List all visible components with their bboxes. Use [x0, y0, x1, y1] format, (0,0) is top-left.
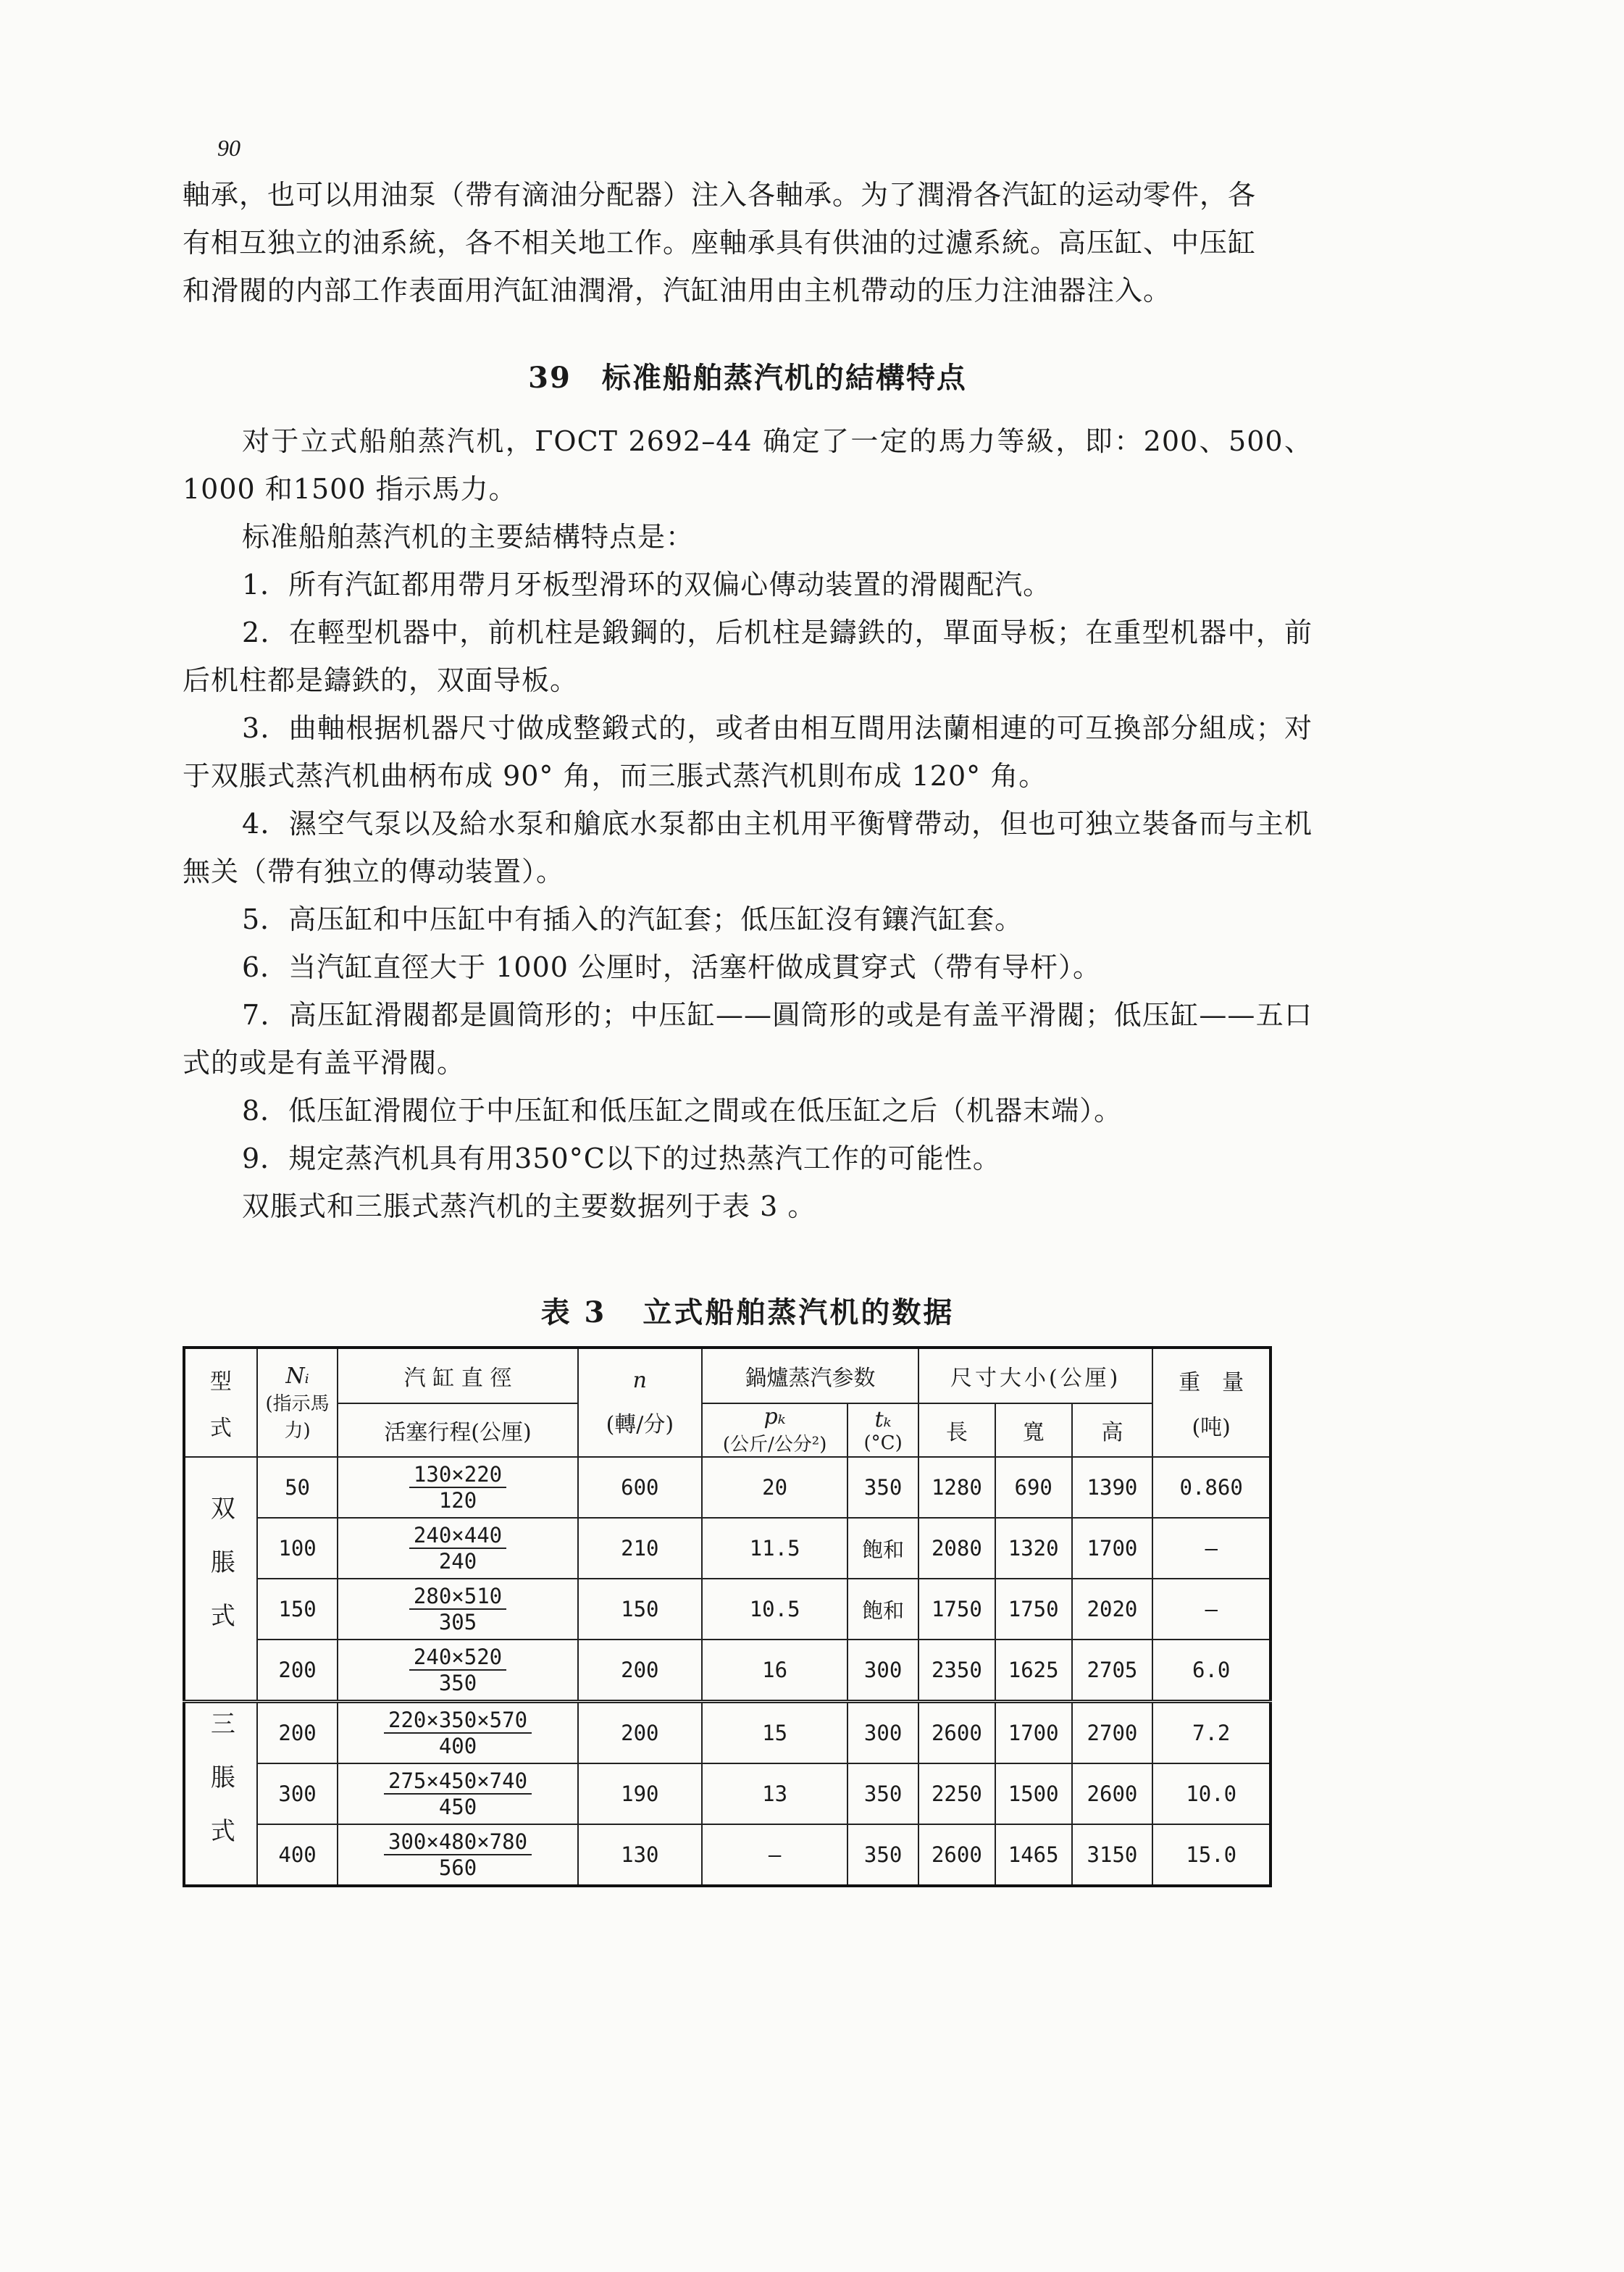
cell-ni: 50 [257, 1457, 338, 1518]
engine-data-table [183, 1346, 1272, 1887]
width-header: 寬 [995, 1403, 1072, 1457]
cell-n: 210 [578, 1518, 702, 1579]
cell-width: 1320 [995, 1518, 1072, 1579]
cell-length: 2350 [918, 1640, 995, 1702]
section-body [183, 417, 1313, 1230]
weight-header [1152, 1348, 1271, 1457]
cell-diam-stroke [338, 1702, 577, 1764]
table-row [184, 1763, 1271, 1824]
cell-diam-stroke [338, 1518, 577, 1579]
cell-weight: 6.0 [1152, 1640, 1271, 1702]
paragraph: 1．所有汽缸都用帶月牙板型滑环的双偏心傳动装置的滑閥配汽。 [242, 569, 1052, 601]
cell-tk: 350 [847, 1457, 918, 1518]
cell-width: 1700 [995, 1702, 1072, 1764]
cell-tk: 飽和 [847, 1579, 918, 1640]
table-caption [183, 1290, 1313, 1331]
cyl-diam-header: 汽 缸 直 徑 [338, 1348, 577, 1403]
cell-ni: 100 [257, 1518, 338, 1579]
cell-pk: 13 [702, 1763, 847, 1824]
weight-header-label: 重 量 [1179, 1370, 1244, 1395]
cell-length: 2600 [918, 1702, 995, 1764]
cell-pk: 15 [702, 1702, 847, 1764]
height-header: 高 [1072, 1403, 1153, 1457]
ni-header [257, 1348, 338, 1457]
cell-stroke: 560 [438, 1855, 477, 1880]
boiler-header: 鍋爐蒸汽参数 [702, 1348, 918, 1403]
pk-header-label: pₖ [763, 1404, 786, 1429]
cell-stroke: 450 [438, 1795, 477, 1819]
cell-pk: 11.5 [702, 1518, 847, 1579]
cell-length: 2080 [918, 1518, 995, 1579]
cell-ni: 200 [257, 1640, 338, 1702]
cell-diam-stroke [338, 1579, 577, 1640]
intro-line: 有相互独立的油系統，各不相关地工作。座軸承具有供油的过濾系統。高压缸、中压缸 [183, 227, 1257, 259]
intro-line: 軸承，也可以用油泵（帶有滴油分配器）注入各軸承。为了潤滑各汽缸的运动零件，各 [183, 179, 1257, 211]
cell-width: 1500 [995, 1763, 1072, 1824]
group-label-triple [184, 1702, 257, 1887]
cell-n: 600 [578, 1457, 702, 1518]
cell-n: 190 [578, 1763, 702, 1824]
table-row [184, 1579, 1271, 1640]
paragraph: 标准船舶蒸汽机的主要結構特点是： [242, 521, 695, 553]
cell-stroke: 305 [438, 1610, 477, 1634]
cell-width: 1750 [995, 1579, 1072, 1640]
tk-header-unit: (°C) [863, 1432, 903, 1454]
cell-weight: — [1152, 1518, 1271, 1579]
cell-height: 2020 [1072, 1579, 1153, 1640]
cell-tk: 飽和 [847, 1518, 918, 1579]
intro-paragraph [183, 171, 1313, 314]
paragraph: 8．低压缸滑閥位于中压缸和低压缸之間或在低压缸之后（机器末端）。 [242, 1095, 1123, 1127]
paragraph: 对于立式船舶蒸汽机，ГОСТ 2692–44 确定了一定的馬力等級，即：200、500、1000 和1500 指示馬力。 [183, 425, 1313, 505]
cell-n: 130 [578, 1824, 702, 1886]
cell-weight: 10.0 [1152, 1763, 1271, 1824]
cell-diam: 130×220 [409, 1462, 506, 1488]
type-header-bottom: 式 [209, 1416, 232, 1441]
n-header-label: n [632, 1367, 647, 1393]
section-title: 39 标准船舶蒸汽机的結構特点 [528, 361, 967, 395]
cell-tk: 300 [847, 1640, 918, 1702]
cell-width: 690 [995, 1457, 1072, 1518]
dims-header: 尺寸大小(公厘) [918, 1348, 1152, 1403]
cell-height: 1700 [1072, 1518, 1153, 1579]
cell-stroke: 240 [438, 1549, 477, 1574]
cell-pk: — [702, 1824, 847, 1886]
table-row [184, 1824, 1271, 1886]
cell-diam-stroke [338, 1824, 577, 1886]
cell-diam-stroke [338, 1457, 577, 1518]
cell-stroke: 350 [438, 1671, 477, 1695]
cell-ni: 300 [257, 1763, 338, 1824]
cell-pk: 10.5 [702, 1579, 847, 1640]
group-label-text: 三脹式 [206, 1711, 235, 1871]
cell-height: 2705 [1072, 1640, 1153, 1702]
cell-length: 2600 [918, 1824, 995, 1886]
n-header-unit: (轉/分) [606, 1411, 674, 1437]
weight-header-unit: (吨) [1192, 1415, 1231, 1440]
pk-header [702, 1403, 847, 1457]
cell-n: 150 [578, 1579, 702, 1640]
cell-diam: 240×520 [409, 1645, 506, 1671]
cell-diam-stroke [338, 1640, 577, 1702]
length-header: 長 [918, 1403, 995, 1457]
paragraph: 双脹式和三脹式蒸汽机的主要数据列于表 3 。 [242, 1190, 816, 1222]
table-subheader-row [184, 1403, 1271, 1457]
cell-ni: 200 [257, 1702, 338, 1764]
paragraph: 7．高压缸滑閥都是圓筒形的；中压缸——圓筒形的或是有盖平滑閥；低压缸——五口式的或是有盖平滑閥。 [183, 999, 1313, 1079]
cell-length: 1280 [918, 1457, 995, 1518]
cell-length: 2250 [918, 1763, 995, 1824]
cell-height: 1390 [1072, 1457, 1153, 1518]
intro-line: 和滑閥的内部工作表面用汽缸油潤滑，汽缸油用由主机帶动的压力注油器注入。 [183, 275, 1172, 306]
cell-n: 200 [578, 1702, 702, 1764]
stroke-header: 活塞行程(公厘) [338, 1403, 577, 1457]
cell-diam-stroke [338, 1763, 577, 1824]
table-row [184, 1457, 1271, 1518]
table-row [184, 1518, 1271, 1579]
group-label-text: 双脹式 [206, 1495, 235, 1656]
ni-header-label: Nᵢ [285, 1363, 309, 1389]
paragraph: 5．高压缸和中压缸中有插入的汽缸套；低压缸沒有鑲汽缸套。 [242, 903, 1024, 935]
cell-length: 1750 [918, 1579, 995, 1640]
cell-weight: 7.2 [1152, 1702, 1271, 1764]
cell-tk: 350 [847, 1824, 918, 1886]
pk-header-unit: (公斤/公分²) [722, 1434, 827, 1456]
paragraph: 6．当汽缸直徑大于 1000 公厘时，活塞杆做成貫穿式（帶有导杆）。 [242, 951, 1102, 983]
cell-ni: 150 [257, 1579, 338, 1640]
cell-tk: 300 [847, 1702, 918, 1764]
cell-tk: 350 [847, 1763, 918, 1824]
paragraph: 4．濕空气泵以及給水泵和艙底水泵都由主机用平衡臂帶动，但也可独立裝备而与主机無关（帶有独立的傳动装置）。 [183, 808, 1313, 888]
table-header-row [184, 1348, 1271, 1403]
tk-header [847, 1403, 918, 1457]
cell-pk: 16 [702, 1640, 847, 1702]
type-header [184, 1348, 257, 1457]
cell-width: 1625 [995, 1640, 1072, 1702]
paragraph: 2．在輕型机器中，前机柱是鍛鋼的，后机柱是鑄鉄的，單面导板；在重型机器中，前后机柱都是鑄鉄的，双面导板。 [183, 617, 1313, 696]
cell-height: 2600 [1072, 1763, 1153, 1824]
cell-height: 3150 [1072, 1824, 1153, 1886]
page-number: 90 [217, 135, 240, 161]
tk-header-label: tₖ [874, 1406, 892, 1432]
cell-stroke: 400 [438, 1734, 477, 1758]
ni-header-unit: (指示馬力) [265, 1392, 330, 1442]
table-row [184, 1702, 1271, 1764]
cell-height: 2700 [1072, 1702, 1153, 1764]
table-caption-title: 立式船舶蒸汽机的数据 [643, 1295, 955, 1329]
paragraph: 3．曲軸根据机器尺寸做成整鍛式的，或者由相互間用法蘭相連的可互換部分組成；对于双脹式蒸汽机曲柄布成 90° 角，而三脹式蒸汽机則布成 120° 角。 [183, 712, 1313, 792]
cell-weight: 15.0 [1152, 1824, 1271, 1886]
n-header [578, 1348, 702, 1457]
group-label-compound [184, 1457, 257, 1702]
cell-n: 200 [578, 1640, 702, 1702]
cell-pk: 20 [702, 1457, 847, 1518]
cell-width: 1465 [995, 1824, 1072, 1886]
cell-diam: 240×440 [409, 1523, 506, 1549]
table-row [184, 1640, 1271, 1702]
paragraph: 9．規定蒸汽机具有用350°C以下的过热蒸汽工作的可能性。 [242, 1143, 1001, 1174]
cell-diam: 220×350×570 [384, 1708, 532, 1734]
cell-diam: 275×450×740 [384, 1768, 532, 1795]
cell-weight: — [1152, 1579, 1271, 1640]
type-header-top: 型 [209, 1369, 232, 1395]
cell-ni: 400 [257, 1824, 338, 1886]
cell-diam: 300×480×780 [384, 1829, 532, 1855]
cell-diam: 280×510 [409, 1584, 506, 1610]
cell-weight: 0.860 [1152, 1457, 1271, 1518]
table-caption-label: 表 3 [540, 1295, 607, 1329]
cell-stroke: 120 [438, 1488, 477, 1513]
